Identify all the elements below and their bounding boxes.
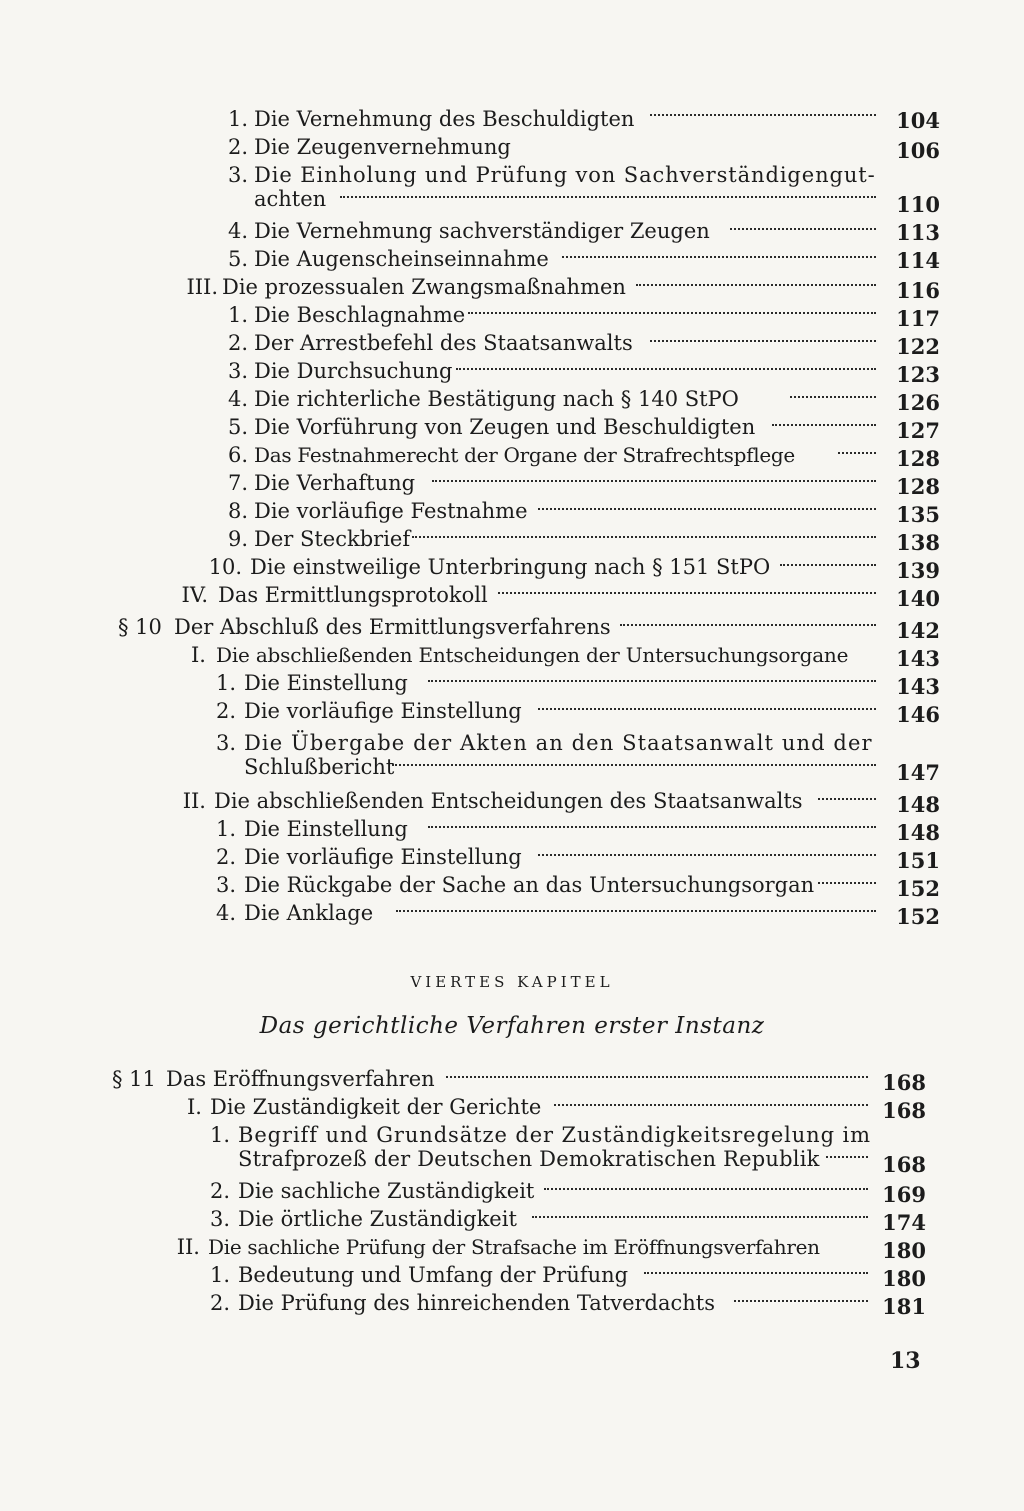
toc-page: 168: [882, 1152, 926, 1177]
toc-title: Schlußbericht: [244, 755, 395, 779]
dot-leader: [790, 392, 876, 398]
dot-leader: [730, 224, 876, 230]
dot-leader: [562, 252, 876, 258]
dot-leader: [538, 504, 876, 510]
toc-page: 122: [896, 334, 940, 359]
dot-leader: [826, 1152, 868, 1158]
toc-page: 143: [896, 674, 940, 699]
toc-page: 117: [896, 306, 940, 331]
toc-page: 168: [882, 1098, 926, 1123]
dot-leader: [620, 620, 876, 626]
toc-page: 152: [896, 876, 940, 901]
toc-number: II.: [176, 1235, 200, 1259]
dot-leader: [818, 794, 876, 800]
toc-number: 5.: [227, 247, 248, 271]
dot-leader: [780, 560, 876, 566]
toc-page: 152: [896, 904, 940, 929]
toc-page: 174: [882, 1210, 926, 1235]
toc-title: Die abschließenden Entscheidungen der Untersuchungsorgane: [216, 643, 849, 667]
toc-number: II.: [182, 789, 206, 813]
toc-number: 4.: [227, 387, 248, 411]
toc-number: 1.: [227, 107, 248, 131]
toc-number: 2.: [215, 845, 236, 869]
toc-number: 2.: [209, 1179, 230, 1203]
toc-page: 180: [882, 1238, 926, 1263]
toc-number: 4.: [215, 901, 236, 925]
toc-title: Die Zuständigkeit der Gerichte: [210, 1095, 542, 1119]
dot-leader: [428, 676, 876, 682]
toc-title: Die abschließenden Entscheidungen des Staatsanwalts: [214, 789, 803, 813]
dot-leader: [498, 588, 876, 594]
toc-title: Die einstweilige Unterbringung nach § 151 StPO: [250, 555, 771, 579]
toc-title: Die vorläufige Einstellung: [244, 845, 522, 869]
toc-page: 142: [896, 618, 940, 643]
toc-title: Die Rückgabe der Sache an das Untersuchungsorgan: [244, 873, 815, 897]
dot-leader: [544, 1184, 868, 1190]
toc-number: 5.: [227, 415, 248, 439]
toc-title: Die vorläufige Einstellung: [244, 699, 522, 723]
toc-title: Die Einstellung: [244, 817, 408, 841]
toc-page: 128: [896, 446, 940, 471]
toc-title: Bedeutung und Umfang der Prüfung: [238, 1263, 629, 1287]
toc-title: Das Eröffnungsverfahren: [166, 1067, 435, 1091]
toc-page: 123: [896, 362, 940, 387]
toc-number: 1.: [209, 1123, 230, 1147]
page-number: 13: [890, 1348, 921, 1374]
toc-title: Der Arrestbefehl des Staatsanwalts: [254, 331, 633, 355]
dot-leader: [538, 704, 876, 710]
dot-leader: [818, 878, 876, 884]
toc-number: 10.: [208, 555, 242, 579]
chapter-title: Das gerichtliche Verfahren erster Instanz: [259, 1013, 765, 1039]
toc-number: 3.: [215, 873, 236, 897]
toc-title: Die Beschlagnahme: [254, 303, 466, 327]
toc-number: 1.: [215, 817, 236, 841]
toc-title: Die Prüfung des hinreichenden Tatverdachts: [238, 1291, 716, 1315]
toc-number: 3.: [215, 731, 236, 755]
toc-page: 139: [896, 558, 940, 583]
chapter-label: VIERTES KAPITEL: [410, 973, 614, 991]
dot-leader: [644, 1268, 868, 1274]
toc-number: 8.: [227, 499, 248, 523]
toc-number: I.: [191, 643, 206, 667]
toc-page: 168: [882, 1070, 926, 1095]
dot-leader: [428, 822, 876, 828]
toc-number: 6.: [227, 443, 248, 467]
toc-page: 114: [896, 248, 940, 273]
toc-entry: [0, 572, 940, 611]
toc-number: 1.: [227, 303, 248, 327]
toc-title: Der Steckbrief: [254, 527, 411, 551]
toc-number: 1.: [209, 1263, 230, 1287]
toc-page: 128: [896, 474, 940, 499]
dot-leader: [432, 476, 876, 482]
toc-page: 140: [896, 586, 940, 611]
toc-number: § 10: [118, 615, 162, 639]
toc-title-line1: Die Übergabe der Akten an den Staatsanwalt und der: [244, 731, 873, 755]
toc-number: 3.: [209, 1207, 230, 1231]
toc-title: Die prozessualen Zwangsmaßnahmen: [222, 275, 626, 299]
toc-title: Die sachliche Zuständigkeit: [238, 1179, 535, 1203]
toc-number: I.: [187, 1095, 202, 1119]
dot-leader: [468, 308, 876, 314]
toc-title: Die Zeugenvernehmung: [254, 135, 511, 159]
toc-number: 3.: [227, 163, 248, 187]
toc-page: 148: [896, 792, 940, 817]
toc-entry: [0, 124, 940, 163]
dot-leader: [340, 192, 876, 198]
toc-title: Die örtliche Zuständigkeit: [238, 1207, 517, 1231]
toc-title: Die richterliche Bestätigung nach § 140 StPO: [254, 387, 739, 411]
toc-page: 147: [896, 760, 940, 785]
toc-page: 180: [882, 1266, 926, 1291]
toc-number: 2.: [209, 1291, 230, 1315]
toc-title: Die Vorführung von Zeugen und Beschuldigten: [254, 415, 756, 439]
toc-number: 4.: [227, 219, 248, 243]
toc-page: 126: [896, 390, 940, 415]
toc-page: 116: [896, 278, 940, 303]
toc-title: Die Durchsuchung: [254, 359, 453, 383]
toc-page: 104: [896, 108, 940, 133]
dot-leader: [636, 280, 876, 286]
toc-number: 3.: [227, 359, 248, 383]
toc-page: 113: [896, 220, 940, 245]
toc-title: Das Festnahmerecht der Organe der Strafrechtspflege: [254, 443, 795, 467]
dot-leader: [392, 760, 876, 766]
toc-title: Die Anklage: [244, 901, 374, 925]
dot-leader: [532, 1212, 868, 1218]
toc-page: 181: [882, 1294, 926, 1319]
toc-number: IV.: [181, 583, 208, 607]
toc-number: § 11: [112, 1067, 156, 1091]
toc-number: 2.: [215, 699, 236, 723]
toc-number: 7.: [227, 471, 248, 495]
toc-title: Der Abschluß des Ermittlungsverfahrens: [174, 615, 611, 639]
toc-page: 135: [896, 502, 940, 527]
dot-leader: [650, 336, 876, 342]
toc-title: Strafprozeß der Deutschen Demokratischen Republik: [238, 1147, 820, 1171]
dot-leader: [838, 448, 876, 454]
toc-entry: [0, 1280, 926, 1319]
toc-page: 148: [896, 820, 940, 845]
dot-leader: [772, 420, 876, 426]
toc-title-line1: Die Einholung und Prüfung von Sachverständigengut-: [254, 163, 876, 187]
toc-page: 151: [896, 848, 940, 873]
toc-title-line1: Begriff und Grundsätze der Zuständigkeitsregelung im: [238, 1123, 871, 1147]
toc-page: 106: [896, 138, 940, 163]
toc-title: Die Vernehmung sachverständiger Zeugen: [254, 219, 710, 243]
dot-leader: [412, 532, 876, 538]
toc-title: Die sachliche Prüfung der Strafsache im Eröffnungsverfahren: [208, 1235, 820, 1259]
toc-page: 143: [896, 646, 940, 671]
toc-title: Das Ermittlungsprotokoll: [218, 583, 488, 607]
toc-title: Die Vernehmung des Beschuldigten: [254, 107, 635, 131]
toc-number: 2.: [227, 135, 248, 159]
toc-page: 138: [896, 530, 940, 555]
toc-title: Die vorläufige Festnahme: [254, 499, 528, 523]
toc-title: Die Augenscheinseinnahme: [254, 247, 549, 271]
toc-number: 2.: [227, 331, 248, 355]
dot-leader: [446, 1072, 868, 1078]
toc-number: III.: [186, 275, 218, 299]
toc-page: 127: [896, 418, 940, 443]
toc-title: Die Verhaftung: [254, 471, 416, 495]
toc-title: achten: [254, 187, 327, 211]
toc-title: Die Einstellung: [244, 671, 408, 695]
dot-leader: [734, 1296, 868, 1302]
dot-leader: [554, 1100, 868, 1106]
toc-page: 110: [896, 192, 940, 217]
toc-page: 169: [882, 1182, 926, 1207]
dot-leader: [396, 906, 876, 912]
dot-leader: [650, 110, 876, 116]
toc-number: 9.: [227, 527, 248, 551]
toc-page: 146: [896, 702, 940, 727]
dot-leader: [538, 850, 876, 856]
dot-leader: [456, 364, 876, 370]
toc-number: 1.: [215, 671, 236, 695]
toc-entry: [0, 1084, 926, 1123]
toc-entry: [0, 688, 940, 727]
toc-entry: [0, 890, 940, 929]
